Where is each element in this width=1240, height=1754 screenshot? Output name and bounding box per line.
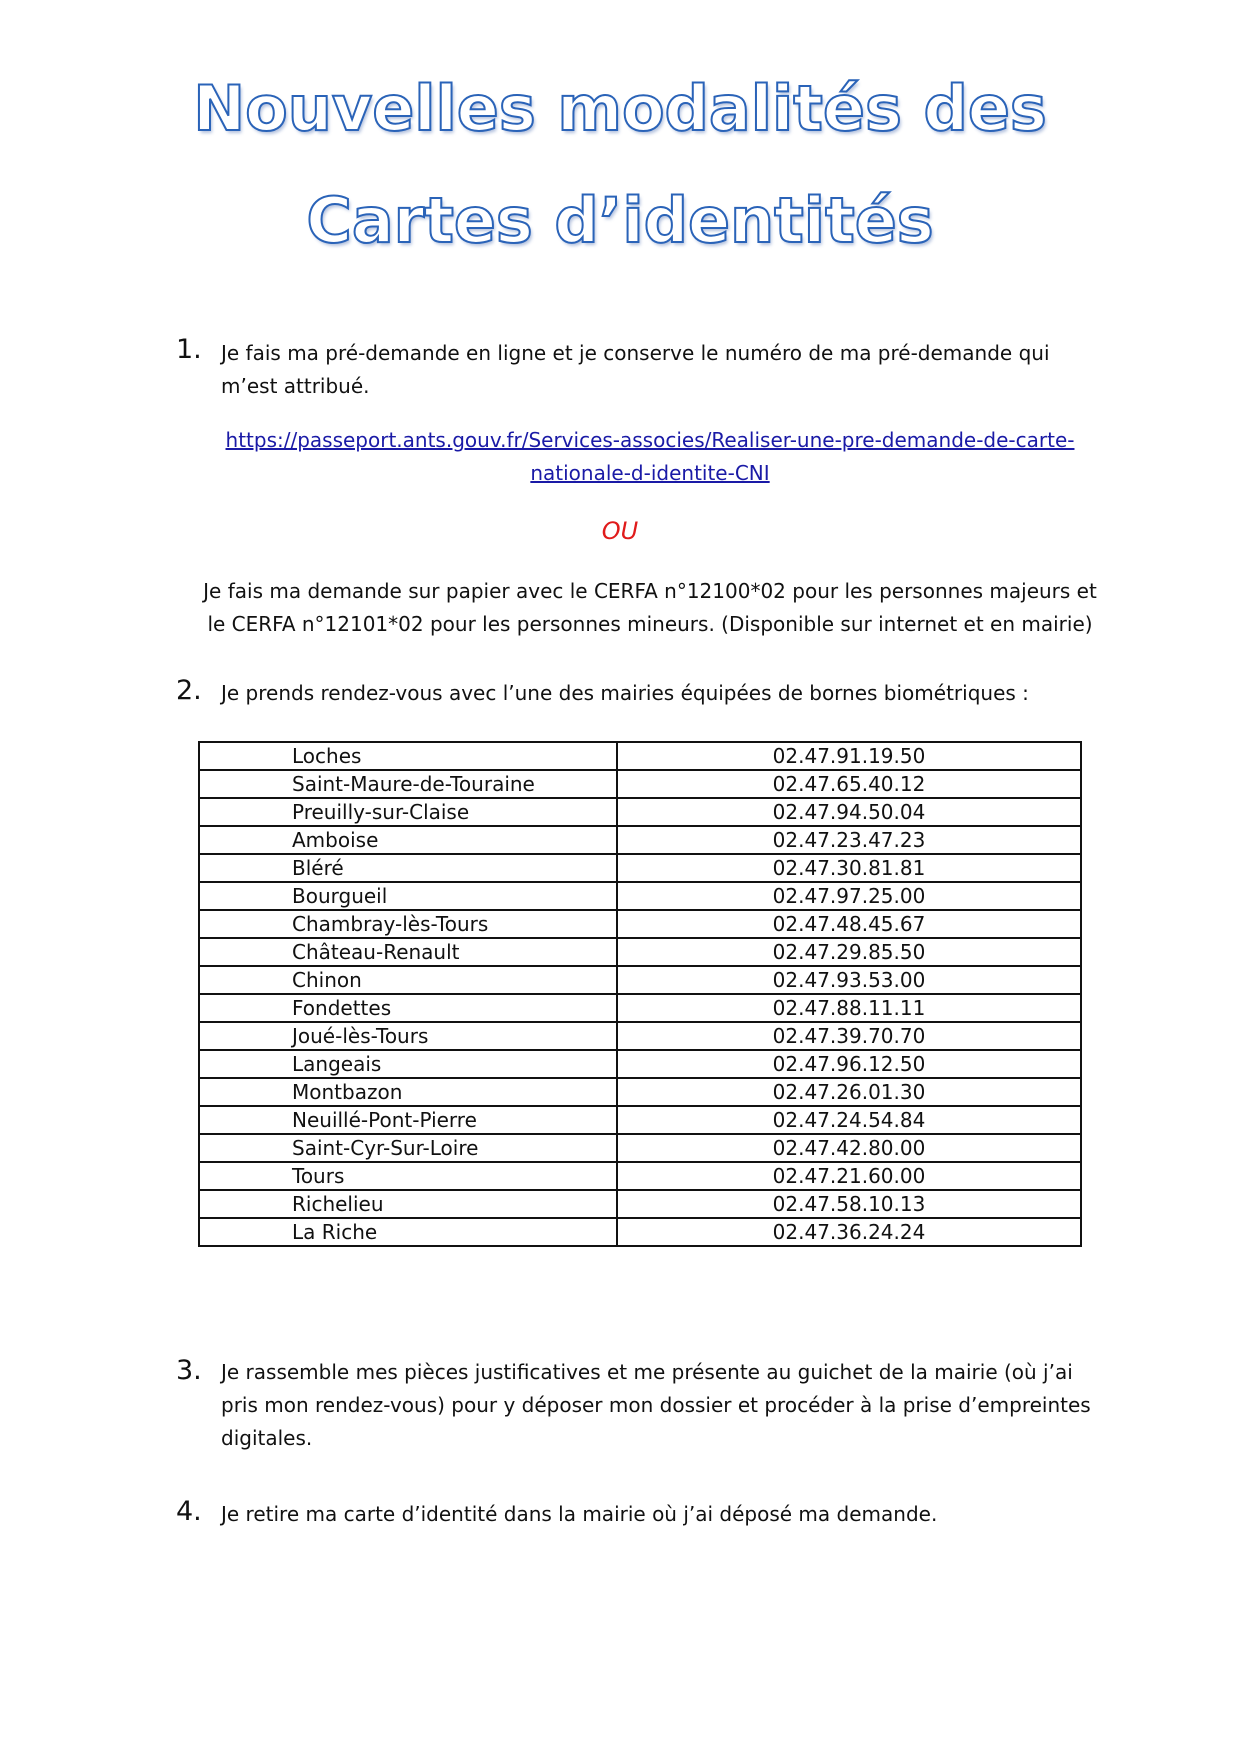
mairie-city: Joué-lès-Tours <box>199 1022 617 1050</box>
table-row <box>199 1106 1081 1134</box>
mairie-phone: 02.47.91.19.50 <box>617 742 1081 770</box>
paper-request-text: Je fais ma demande sur papier avec le CERFA n°12100*02 pour les personnes majeurs et le CERFA n°12101*02 pour les personnes mineurs. (Disponible sur internet et en mairie) <box>203 579 1097 636</box>
table-row <box>199 826 1081 854</box>
step-3-text: Je rassemble mes pièces justificatives et me présente au guichet de la mairie (où j’ai pris mon rendez-vous) pour y déposer mon dossier et procéder à la prise d’empreintes digitales. <box>221 1360 1091 1450</box>
mairie-city: Montbazon <box>199 1078 617 1106</box>
mairie-phone: 02.47.23.47.23 <box>617 826 1081 854</box>
mairie-phone: 02.47.48.45.67 <box>617 910 1081 938</box>
mairie-city: Château-Renault <box>199 938 617 966</box>
table-row <box>199 1022 1081 1050</box>
mairie-phone: 02.47.65.40.12 <box>617 770 1081 798</box>
table-row <box>199 938 1081 966</box>
table-row <box>199 882 1081 910</box>
mairie-phone: 02.47.96.12.50 <box>617 1050 1081 1078</box>
pre-demande-link-line-2[interactable]: nationale-d-identite-CNI <box>530 461 770 485</box>
table-row <box>199 1162 1081 1190</box>
page-title-line-1: Nouvelles modalités des <box>193 72 1047 145</box>
mairie-phone: 02.47.58.10.13 <box>617 1190 1081 1218</box>
step-1-number: 1. <box>176 334 202 365</box>
mairie-city: Saint-Cyr-Sur-Loire <box>199 1134 617 1162</box>
table-row <box>199 798 1081 826</box>
mairie-city: Bourgueil <box>199 882 617 910</box>
table-row <box>199 854 1081 882</box>
mairie-phone: 02.47.88.11.11 <box>617 994 1081 1022</box>
table-row <box>199 1050 1081 1078</box>
or-label: OU <box>601 517 639 545</box>
mairie-phone: 02.47.30.81.81 <box>617 854 1081 882</box>
mairies-table <box>198 741 1082 1247</box>
step-4-number: 4. <box>176 1496 202 1527</box>
mairie-city: Saint-Maure-de-Touraine <box>199 770 617 798</box>
mairie-phone: 02.47.42.80.00 <box>617 1134 1081 1162</box>
mairie-city: Fondettes <box>199 994 617 1022</box>
table-row <box>199 910 1081 938</box>
mairie-city: La Riche <box>199 1218 617 1246</box>
table-row <box>199 1134 1081 1162</box>
mairie-phone: 02.47.24.54.84 <box>617 1106 1081 1134</box>
step-2-number: 2. <box>176 675 202 706</box>
table-row <box>199 966 1081 994</box>
mairie-city: Tours <box>199 1162 617 1190</box>
mairie-city: Langeais <box>199 1050 617 1078</box>
mairie-phone: 02.47.94.50.04 <box>617 798 1081 826</box>
mairie-phone: 02.47.97.25.00 <box>617 882 1081 910</box>
mairie-phone: 02.47.29.85.50 <box>617 938 1081 966</box>
step-3-number: 3. <box>176 1355 202 1386</box>
table-row <box>199 1190 1081 1218</box>
mairie-city: Richelieu <box>199 1190 617 1218</box>
page-title-line-2: Cartes d’identités <box>306 184 934 257</box>
mairie-city: Neuillé-Pont-Pierre <box>199 1106 617 1134</box>
table-row <box>199 1218 1081 1246</box>
mairie-city: Loches <box>199 742 617 770</box>
pre-demande-link-line-1[interactable]: https://passeport.ants.gouv.fr/Services-associes/Realiser-une-pre-demande-de-carte- <box>225 428 1075 452</box>
mairie-city: Chambray-lès-Tours <box>199 910 617 938</box>
table-row <box>199 994 1081 1022</box>
table-row <box>199 742 1081 770</box>
mairie-city: Chinon <box>199 966 617 994</box>
mairie-phone: 02.47.39.70.70 <box>617 1022 1081 1050</box>
mairie-city: Preuilly-sur-Claise <box>199 798 617 826</box>
mairie-city: Bléré <box>199 854 617 882</box>
mairie-phone: 02.47.26.01.30 <box>617 1078 1081 1106</box>
step-4-text: Je retire ma carte d’identité dans la mairie où j’ai déposé ma demande. <box>221 1502 938 1526</box>
step-1-text: Je fais ma pré-demande en ligne et je conserve le numéro de ma pré-demande qui m’est attribué. <box>221 341 1050 398</box>
mairie-city: Amboise <box>199 826 617 854</box>
step-2-text: Je prends rendez-vous avec l’une des mairies équipées de bornes biométriques : <box>221 681 1029 705</box>
mairie-phone: 02.47.21.60.00 <box>617 1162 1081 1190</box>
mairie-phone: 02.47.93.53.00 <box>617 966 1081 994</box>
table-row <box>199 770 1081 798</box>
mairie-phone: 02.47.36.24.24 <box>617 1218 1081 1246</box>
table-row <box>199 1078 1081 1106</box>
